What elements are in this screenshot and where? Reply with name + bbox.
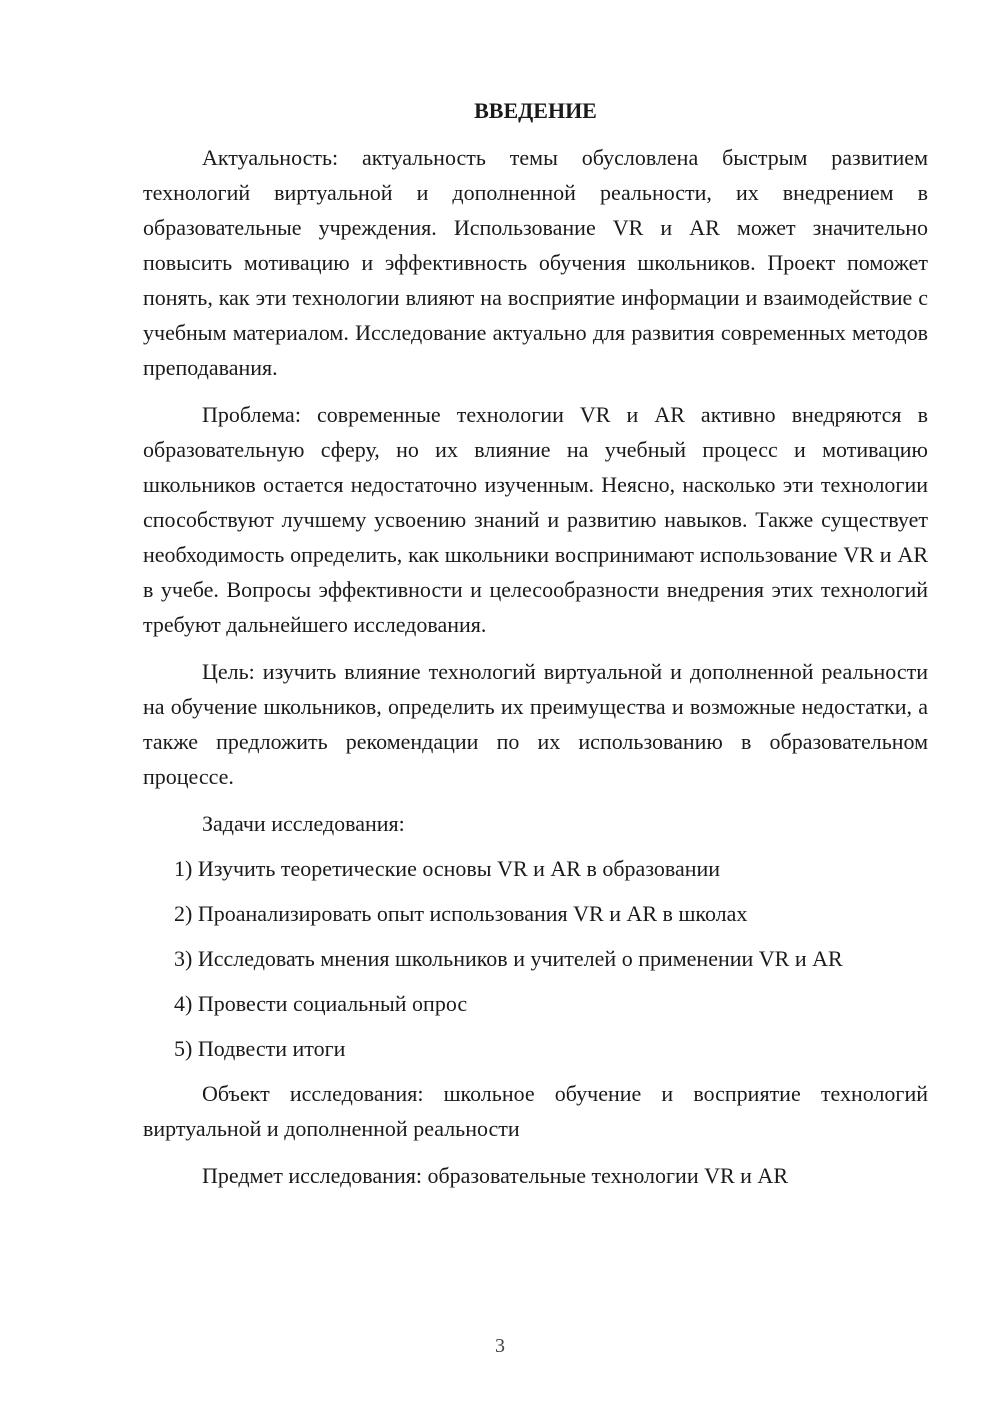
task-item: 2) Проанализировать опыт использования VR и AR в школах xyxy=(174,901,748,926)
task-item: 5) Подвести итоги xyxy=(174,1036,346,1061)
subject-paragraph: Предмет исследования: образовательные технологии VR и AR xyxy=(202,1163,788,1188)
object-paragraph: Объект исследования: школьное обучение и восприятие технологий виртуальной и дополненной реальности xyxy=(143,1081,928,1141)
tasks-heading: Задачи исследования: xyxy=(202,811,405,836)
task-item: 1) Изучить теоретические основы VR и AR в образовании xyxy=(174,856,721,881)
page-title: ВВЕДЕНИЕ xyxy=(474,98,597,123)
relevance-paragraph: Актуальность: актуальность темы обусловлена быстрым развитием технологий виртуальной и дополненной реальности, их внедрением в образовательные учреждения. Использование VR и AR может значительно повысить мотивацию и эффективность обучения школьников. Проект поможет понять, как эти технологии влияют на восприятие информации и взаимодействие с учебным материалом. Исследование актуально для развития современных методов преподавания. xyxy=(143,145,928,380)
problem-paragraph: Проблема: современные технологии VR и AR активно внедряются в образовательную сферу, но их влияние на учебный процесс и мотивацию школьников остается недостаточно изученным. Неясно, насколько эти технологии способствуют лучшему усвоению знаний и развитию навыков. Также существует необходимость определить, как школьники воспринимают использование VR и AR в учебе. Вопросы эффективности и целесообразности внедрения этих технологий требуют дальнейшего исследования. xyxy=(143,402,928,637)
task-item: 3) Исследовать мнения школьников и учителей о применении VR и AR xyxy=(174,946,843,971)
task-item: 4) Провести социальный опрос xyxy=(174,991,468,1016)
goal-paragraph: Цель: изучить влияние технологий виртуальной и дополненной реальности на обучение школьников, определить их преимущества и возможные недостатки, а также предложить рекомендации по их использованию в образовательном процессе. xyxy=(143,659,928,789)
page-number: 3 xyxy=(495,1335,505,1357)
document-page xyxy=(143,96,928,1193)
